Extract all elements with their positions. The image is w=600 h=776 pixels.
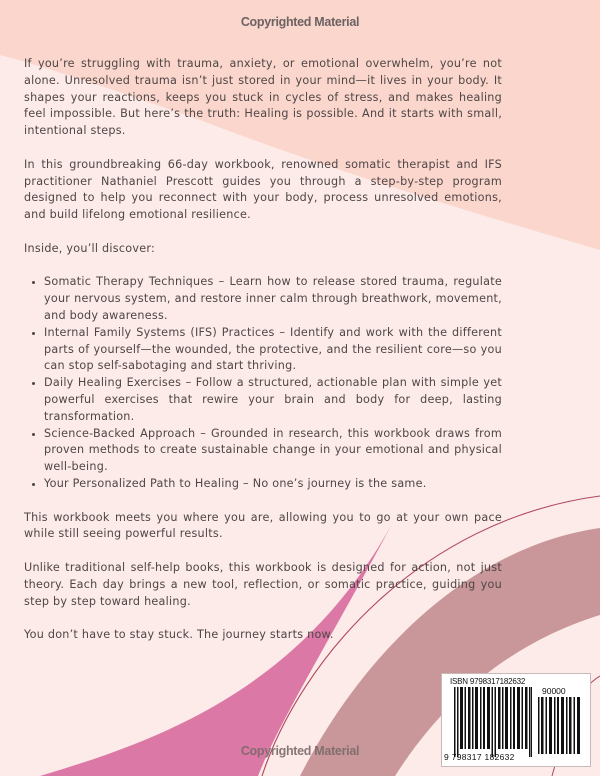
- intro-paragraph: If you’re struggling with trauma, anxiety, or emotional overwhelm, you’re not alone. Unresolved trauma isn’t just stored in your mind—it lives in your body. It shapes your reactions, keeps you stuck in cycles of stress, and makes healing feel impossible. But here’s the truth: Healing is possible. And it starts with small, intentional steps.: [24, 57, 502, 138]
- unlike-paragraph: Unlike traditional self-help books, this workbook is designed for action, not just theory. Each day brings a new tool, reflection, or somatic practice, guiding you step by step toward healing.: [24, 560, 502, 608]
- copyright-watermark-top: Copyrighted Material: [240, 15, 360, 29]
- meets-you-paragraph: This workbook meets you where you are, allowing you to go at your own pace while still seeing powerful results.: [24, 510, 502, 541]
- list-item: • Daily Healing Exercises – Follow a structured, actionable plan with simple yet powerful exercises that rewire your brain and body for deep, lasting transformation.: [44, 375, 502, 425]
- feature-list: [24, 274, 502, 492]
- back-cover-text: [24, 56, 502, 661]
- list-item: • Somatic Therapy Techniques – Learn how to release stored trauma, regulate your nervous system, and restore inner calm through breathwork, movement, and body awareness.: [44, 274, 502, 324]
- description-paragraph: In this groundbreaking 66-day workbook, renowned somatic therapist and IFS practitioner Nathaniel Prescott guides you through a step-by-step program designed to help you reconnect with your body, process unresolved emotions, and build lifelong emotional resilience.: [24, 157, 502, 222]
- copyright-watermark-bottom: Copyrighted Material: [240, 744, 360, 758]
- list-item: • Internal Family Systems (IFS) Practices – Identify and work with the different parts of yourself—the wounded, the protective, and the resilient core—so you can stop self-sabotaging and start thriving.: [44, 325, 502, 375]
- barcode-digits: 9 798317 182632: [444, 752, 515, 762]
- list-intro: Inside, you’ll discover:: [24, 241, 156, 255]
- list-item: • Your Personalized Path to Healing – No one’s journey is the same.: [44, 476, 502, 493]
- isbn-label: ISBN 9798317182632: [450, 677, 526, 686]
- price-addon-label: 90000: [542, 686, 566, 696]
- list-item: • Science-Backed Approach – Grounded in research, this workbook draws from proven methods to create sustainable change in your emotional and physical well-being.: [44, 426, 502, 476]
- closing-paragraph: You don’t have to stay stuck. The journey starts now.: [24, 628, 334, 642]
